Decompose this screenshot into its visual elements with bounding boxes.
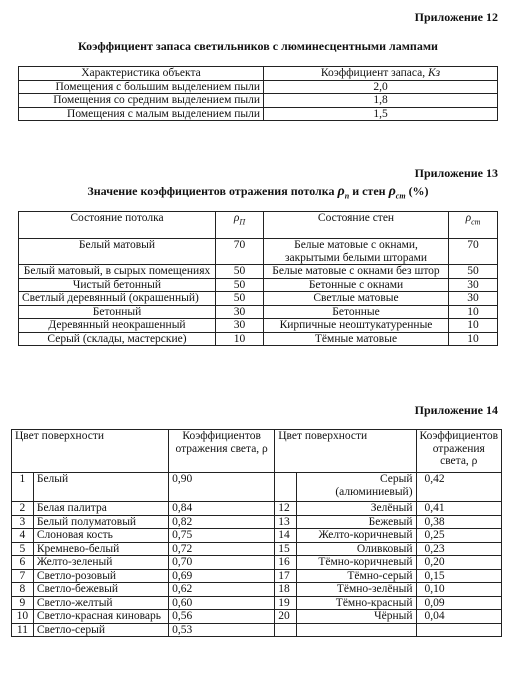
- rho-symbol: ρ: [337, 184, 345, 199]
- table-cell: 19: [275, 596, 297, 610]
- rho-symbol: ρ: [388, 184, 396, 199]
- table-cell: Белые матовые с окнами, закрытыми белыми шторами: [264, 239, 449, 265]
- table-cell: 1,8: [264, 94, 498, 108]
- table-row: [12, 515, 502, 529]
- table-cell: Помещения с большим выделением пыли: [19, 80, 264, 94]
- rho-subscript: ст: [471, 217, 481, 227]
- table-cell: 0,04: [416, 610, 501, 624]
- header-cell: Характеристика объекта: [19, 67, 264, 81]
- table-cell: 9: [12, 596, 34, 610]
- table-cell: [297, 623, 417, 637]
- table-cell: Чёрный: [297, 610, 417, 624]
- table-cell: 0,60: [169, 596, 275, 610]
- table-cell: 0,42: [416, 473, 501, 502]
- header-cell: Коэффициентов отражения света, ρ: [416, 430, 501, 473]
- table-cell: Белый: [33, 473, 168, 502]
- table-cell: 50: [216, 292, 264, 306]
- table-cell: 16: [275, 556, 297, 570]
- table-cell: Светло-желтый: [33, 596, 168, 610]
- table-cell: 0,53: [169, 623, 275, 637]
- table-cell: Тёмные матовые: [264, 332, 449, 346]
- table-cell: 3: [12, 515, 34, 529]
- table-row: [12, 596, 502, 610]
- table-cell: 50: [216, 265, 264, 279]
- table-cell: Помещения с малым выделением пыли: [19, 107, 264, 121]
- table-cell: 13: [275, 515, 297, 529]
- table-cell: Серый (склады, мастерские): [19, 332, 216, 346]
- rho-subscript: ст: [395, 191, 406, 201]
- table-cell: 15: [275, 542, 297, 556]
- table-cell: 30: [449, 278, 498, 292]
- table-cell: [275, 623, 297, 637]
- table-appendix-12: [18, 66, 498, 121]
- table-cell: Тёмно-зелёный: [297, 583, 417, 597]
- table-header-row: [19, 67, 498, 81]
- table-cell: Светло-красная киноварь: [33, 610, 168, 624]
- table-row: [19, 332, 498, 346]
- table-row: [12, 623, 502, 637]
- table-cell: Светло-серый: [33, 623, 168, 637]
- table-cell: Зелёный: [297, 502, 417, 516]
- table-row: [19, 107, 498, 121]
- table-cell: 11: [12, 623, 34, 637]
- table-cell: Бетонные с окнами: [264, 278, 449, 292]
- table-cell: 0,70: [169, 556, 275, 570]
- table-cell: Светло-розовый: [33, 569, 168, 583]
- header-cell: [264, 67, 498, 81]
- table-cell: Кремнево-белый: [33, 542, 168, 556]
- table-row: [12, 583, 502, 597]
- table-cell: 0,23: [416, 542, 501, 556]
- table-cell: 0,10: [416, 583, 501, 597]
- table-row: [12, 569, 502, 583]
- table-cell: Белый матовый, в сырых помещениях: [19, 265, 216, 279]
- table-cell: 14: [275, 529, 297, 543]
- table-cell: 0,15: [416, 569, 501, 583]
- header-cell: Состояние стен: [264, 212, 449, 239]
- table-row: [19, 265, 498, 279]
- table-cell: 10: [216, 332, 264, 346]
- table-cell: Тёмно-серый: [297, 569, 417, 583]
- table-cell: Бежевый: [297, 515, 417, 529]
- table-cell: Белые матовые с окнами без штор: [264, 265, 449, 279]
- table-cell: 0,82: [169, 515, 275, 529]
- table-cell: Чистый бетонный: [19, 278, 216, 292]
- table-cell: 2: [12, 502, 34, 516]
- table-row: [12, 502, 502, 516]
- table-cell: 4: [12, 529, 34, 543]
- table-cell: 0,41: [416, 502, 501, 516]
- table-cell: 10: [449, 332, 498, 346]
- table-cell: 0,90: [169, 473, 275, 502]
- table-cell: 50: [449, 265, 498, 279]
- table-cell: 30: [449, 292, 498, 306]
- table-cell: Желто-коричневый: [297, 529, 417, 543]
- table-cell: Слоновая кость: [33, 529, 168, 543]
- table-cell: 1: [12, 473, 34, 502]
- table-row: [19, 80, 498, 94]
- table-cell: Кирпичные неоштукатуренные: [264, 319, 449, 333]
- header-cell: Цвет поверхности: [12, 430, 169, 473]
- table-row: [19, 239, 498, 265]
- table-row: [12, 473, 502, 502]
- table-cell: 0,25: [416, 529, 501, 543]
- table-cell: Помещения со средним выделением пыли: [19, 94, 264, 108]
- appendix-12-label: Приложение 12: [414, 10, 498, 24]
- header-cell: Цвет поверхности: [275, 430, 416, 473]
- table-cell: Белый полуматовый: [33, 515, 168, 529]
- table-row: [19, 292, 498, 306]
- table-row: [19, 319, 498, 333]
- table-cell: 6: [12, 556, 34, 570]
- header-symbol: Кз: [428, 67, 441, 79]
- table-cell: 10: [12, 610, 34, 624]
- table-row: [12, 556, 502, 570]
- table-cell: Оливковый: [297, 542, 417, 556]
- header-cell: Состояние потолка: [19, 212, 216, 239]
- rho-subscript: П: [239, 217, 246, 227]
- rho-symbol: ρ: [233, 212, 240, 224]
- table-cell: 1,5: [264, 107, 498, 121]
- table-cell: 0,69: [169, 569, 275, 583]
- appendix-14-label: Приложение 14: [414, 403, 498, 417]
- title-text: и стен: [349, 184, 389, 198]
- title-text: (%): [405, 184, 429, 198]
- table-row: [19, 278, 498, 292]
- table-cell: 0,56: [169, 610, 275, 624]
- table-header-row: [12, 430, 502, 473]
- table-cell: Светло-бежевый: [33, 583, 168, 597]
- table-row: [12, 529, 502, 543]
- table-cell: 0,09: [416, 596, 501, 610]
- table-cell: 30: [216, 305, 264, 319]
- rho-subscript: п: [344, 191, 350, 201]
- header-cell: [449, 212, 498, 239]
- table-cell: 0,72: [169, 542, 275, 556]
- table-cell: 18: [275, 583, 297, 597]
- table-cell: Деревянный неокрашенный: [19, 319, 216, 333]
- table-cell: 0,75: [169, 529, 275, 543]
- table-cell: Светлые матовые: [264, 292, 449, 306]
- table-cell: 5: [12, 542, 34, 556]
- table-cell: Тёмно-красный: [297, 596, 417, 610]
- title-text: Значение коэффициентов отражения потолка: [87, 184, 338, 198]
- appendix-12-title: Коэффициент запаса светильников с люминесцентными лампами: [78, 39, 438, 53]
- table-row: [12, 610, 502, 624]
- appendix-13-title: [0, 184, 516, 200]
- table-row: [12, 542, 502, 556]
- table-cell: 10: [449, 319, 498, 333]
- table-cell: 17: [275, 569, 297, 583]
- appendix-13-label: Приложение 13: [414, 166, 498, 180]
- table-cell: 0,20: [416, 556, 501, 570]
- table-cell: Светлый деревянный (окрашенный): [19, 292, 216, 306]
- table-cell: Бетонный: [19, 305, 216, 319]
- table-row: [19, 305, 498, 319]
- header-cell: Коэффициентов отражения света, ρ: [169, 430, 275, 473]
- table-header-row: [19, 212, 498, 239]
- table-cell: 70: [216, 239, 264, 265]
- table-cell: 20: [275, 610, 297, 624]
- table-cell: Белая палитра: [33, 502, 168, 516]
- table-cell: [416, 623, 501, 637]
- table-cell: Белый матовый: [19, 239, 216, 265]
- table-cell: Тёмно-коричневый: [297, 556, 417, 570]
- table-cell: [275, 473, 297, 502]
- table-cell: 10: [449, 305, 498, 319]
- table-cell: 12: [275, 502, 297, 516]
- table-cell: Желто-зеленый: [33, 556, 168, 570]
- table-cell: 8: [12, 583, 34, 597]
- table-row: [19, 94, 498, 108]
- table-cell: 70: [449, 239, 498, 265]
- rho-symbol: ρ: [465, 212, 472, 224]
- table-cell: 0,84: [169, 502, 275, 516]
- header-text: Коэффициент запаса,: [320, 67, 429, 79]
- table-cell: 2,0: [264, 80, 498, 94]
- table-cell: 50: [216, 278, 264, 292]
- table-cell: 0,62: [169, 583, 275, 597]
- table-cell: 7: [12, 569, 34, 583]
- table-appendix-13: [18, 211, 498, 346]
- table-cell: Серый (алюминиевый): [297, 473, 417, 502]
- table-cell: 30: [216, 319, 264, 333]
- table-cell: 0,38: [416, 515, 501, 529]
- table-appendix-14: [11, 429, 502, 637]
- header-cell: [216, 212, 264, 239]
- table-cell: Бетонные: [264, 305, 449, 319]
